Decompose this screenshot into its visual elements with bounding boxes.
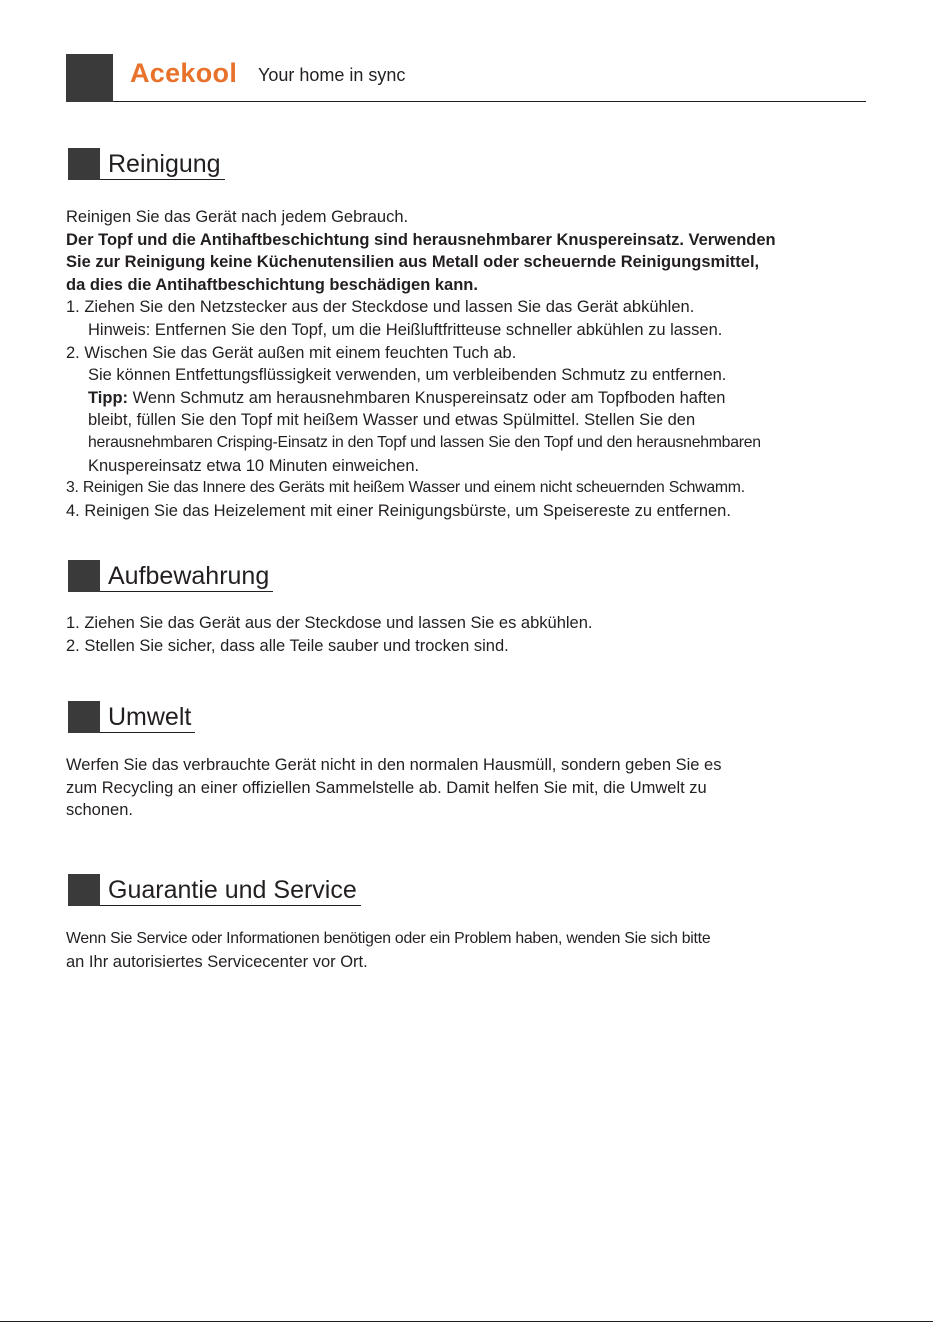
- cleaning-step-3: 3. Reinigen Sie das Innere des Geräts mit heißem Wasser und einem nicht scheuernden Schwamm.: [66, 479, 745, 497]
- cleaning-body: [66, 206, 876, 522]
- section-marker: [68, 874, 100, 906]
- brand-tagline: Your home in sync: [258, 65, 406, 85]
- cleaning-step-2: 2. Wischen Sie das Gerät außen mit einem feuchten Tuch ab.: [66, 343, 517, 362]
- cleaning-step-1: 1. Ziehen Sie den Netzstecker aus der Steckdose und lassen Sie das Gerät abkühlen.: [66, 298, 695, 317]
- header-block: [66, 54, 113, 102]
- cleaning-tip-line: [66, 387, 876, 410]
- page-header: [66, 54, 866, 102]
- warranty-line: Wenn Sie Service oder Informationen benötigen oder ein Problem haben, wenden Sie sich bitte: [66, 930, 711, 947]
- section-title-warranty: [68, 874, 361, 906]
- cleaning-tip-line: herausnehmbaren Crisping-Einsatz in den Topf und lassen Sie den Topf und den herausnehmbaren: [88, 433, 761, 451]
- warranty-body: [66, 928, 876, 973]
- brand-logo: Acekool: [130, 58, 238, 88]
- environment-body: [66, 754, 876, 822]
- cleaning-step-4: 4. Reinigen Sie das Heizelement mit einer Reinigungsbürste, um Speisereste zu entfernen.: [66, 501, 731, 520]
- storage-step-2: 2. Stellen Sie sicher, dass alle Teile sauber und trocken sind.: [66, 636, 509, 655]
- warranty-line: an Ihr autorisiertes Servicecenter vor Ort.: [66, 952, 368, 971]
- tip-label: Tipp:: [88, 388, 129, 407]
- cleaning-intro: Reinigen Sie das Gerät nach jedem Gebrauch.: [66, 208, 409, 226]
- section-heading: Aufbewahrung: [100, 561, 273, 592]
- cleaning-warning-line: da dies die Antihaftbeschichtung beschädigen kann.: [66, 275, 478, 294]
- section-heading: Reinigung: [100, 149, 225, 180]
- cleaning-warning-line: Der Topf und die Antihaftbeschichtung sind herausnehmbarer Knuspereinsatz. Verwenden: [66, 230, 776, 249]
- cleaning-step-1-note: Hinweis: Entfernen Sie den Topf, um die Heißluftfritteuse schneller abkühlen zu lassen.: [88, 320, 723, 339]
- section-marker: [68, 560, 100, 592]
- section-heading: Guarantie und Service: [100, 875, 361, 906]
- section-heading: Umwelt: [100, 702, 195, 733]
- tip-text: Wenn Schmutz am herausnehmbaren Knuspereinsatz oder am Topfboden haften: [128, 388, 726, 407]
- storage-body: [66, 612, 876, 657]
- cleaning-tip-line: bleibt, füllen Sie den Topf mit heißem Wasser und etwas Spülmittel. Stellen Sie den: [88, 411, 696, 430]
- section-title-cleaning: [68, 148, 225, 180]
- cleaning-warning-line: Sie zur Reinigung keine Küchenutensilien aus Metall oder scheuernde Reinigungsmittel,: [66, 253, 760, 272]
- section-title-environment: [68, 701, 195, 733]
- header-rule: [113, 101, 866, 102]
- cleaning-tip-line: Knuspereinsatz etwa 10 Minuten einweichen.: [88, 456, 420, 475]
- storage-step-1: 1. Ziehen Sie das Gerät aus der Steckdose und lassen Sie es abkühlen.: [66, 614, 593, 632]
- section-marker: [68, 148, 100, 180]
- environment-line: schonen.: [66, 801, 133, 820]
- environment-line: zum Recycling an einer offiziellen Sammelstelle ab. Damit helfen Sie mit, die Umwelt zu: [66, 778, 707, 797]
- cleaning-step-2-note: Sie können Entfettungsflüssigkeit verwenden, um verbleibenden Schmutz zu entfernen.: [88, 366, 727, 385]
- page-bottom-rule: [0, 1321, 933, 1322]
- section-title-storage: [68, 560, 273, 592]
- environment-line: Werfen Sie das verbrauchte Gerät nicht in den normalen Hausmüll, sondern geben Sie es: [66, 756, 722, 774]
- section-marker: [68, 701, 100, 733]
